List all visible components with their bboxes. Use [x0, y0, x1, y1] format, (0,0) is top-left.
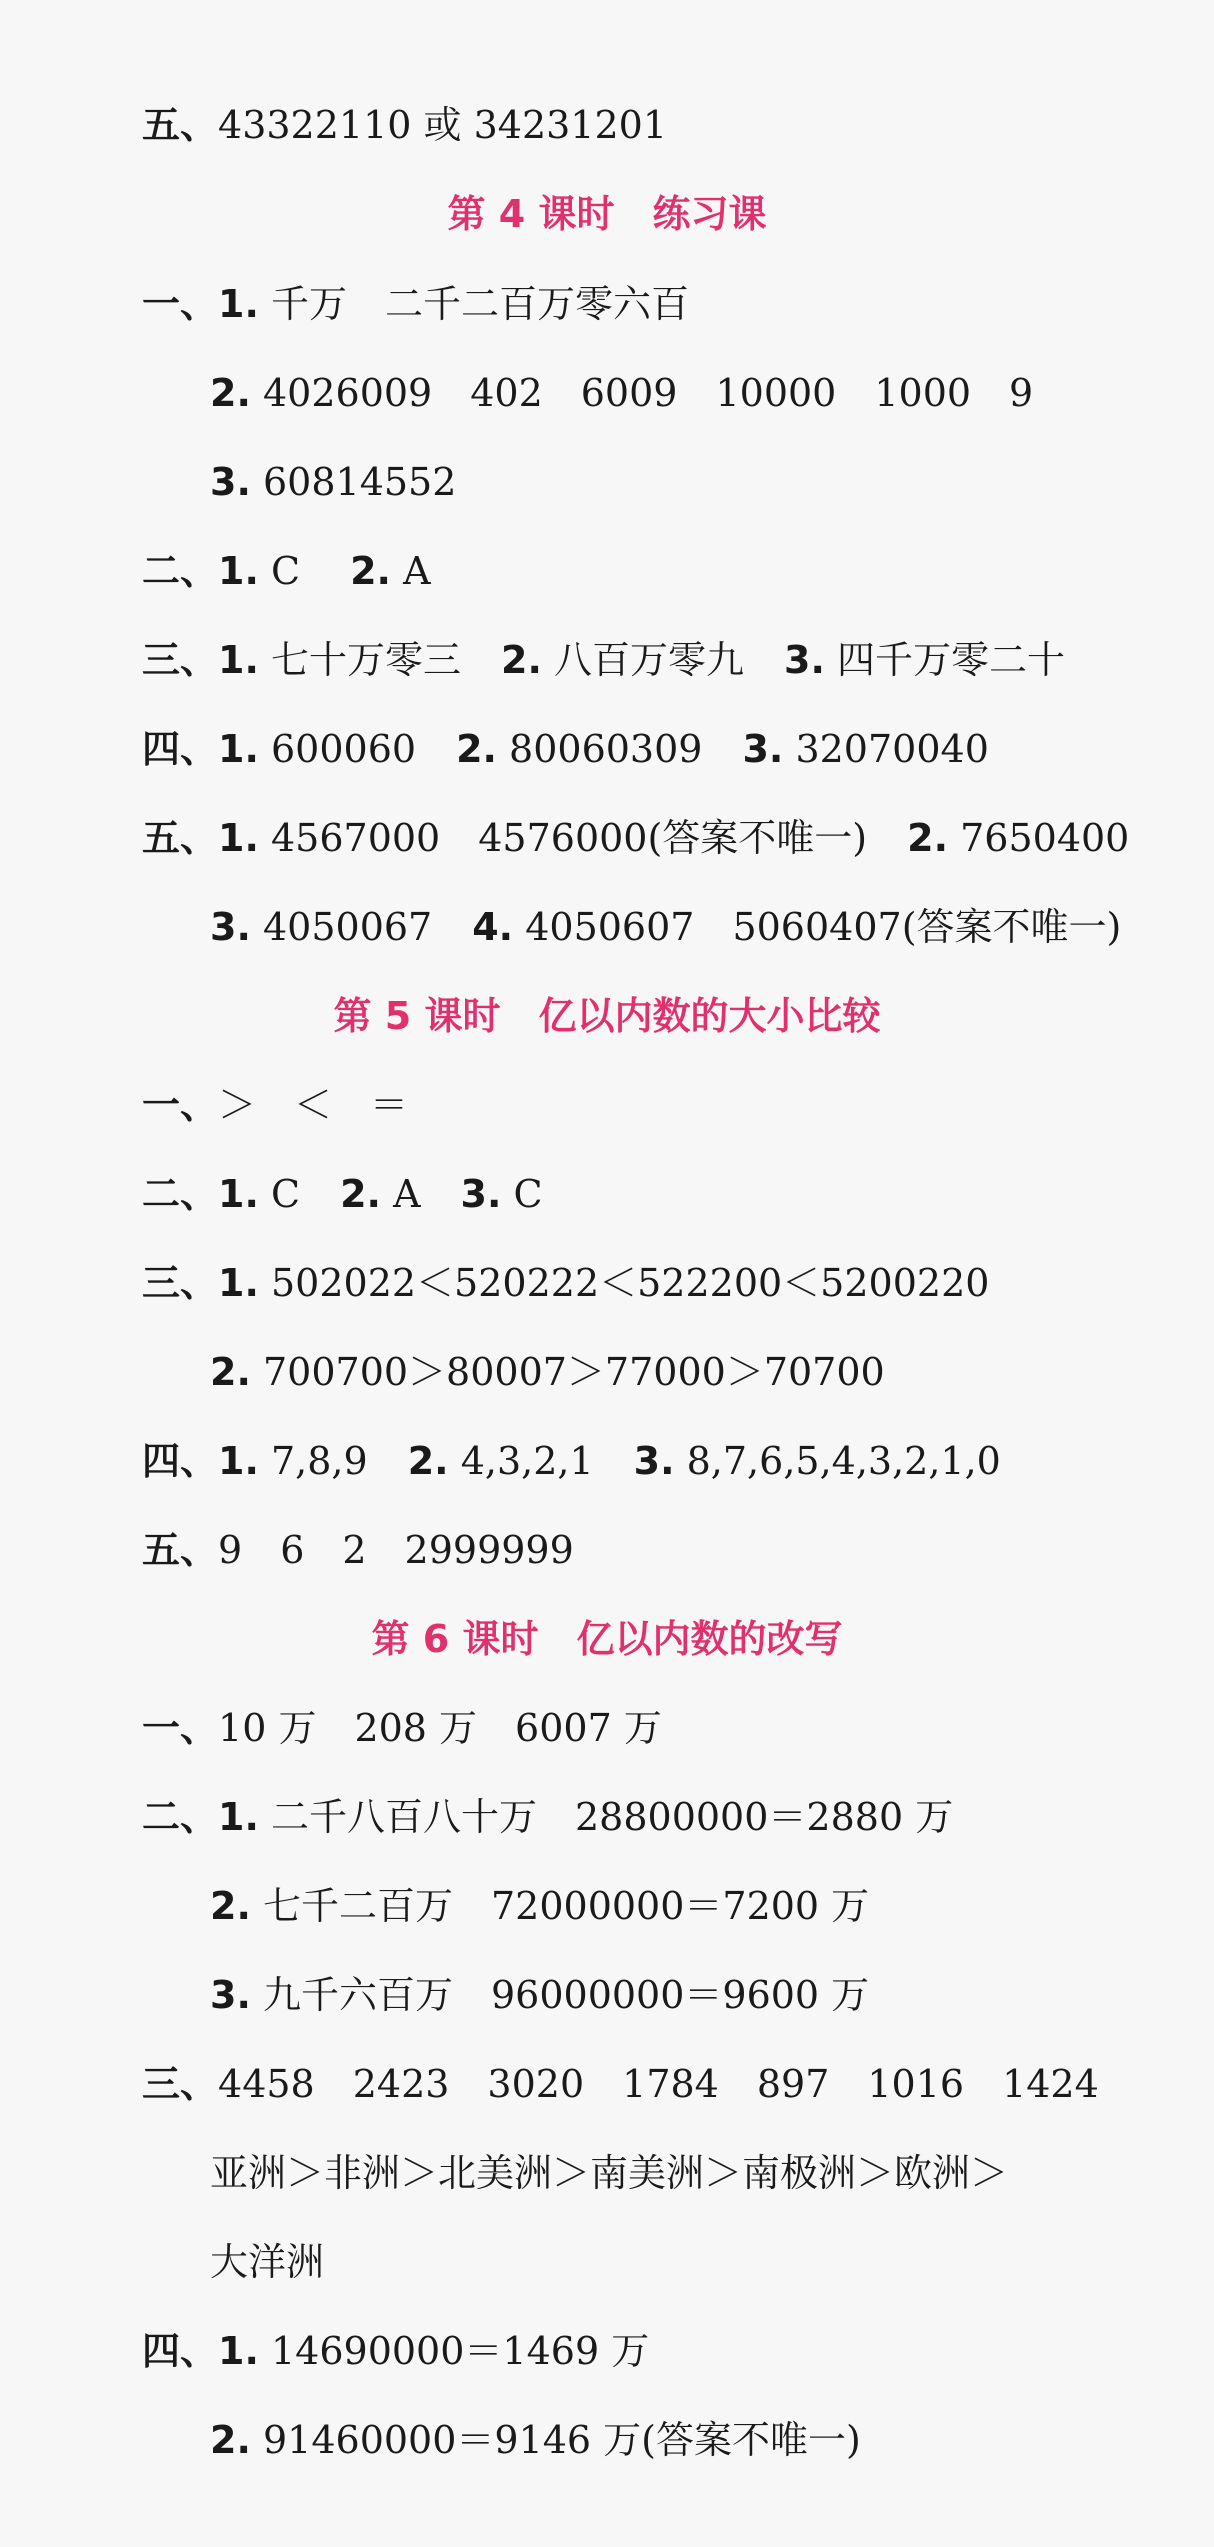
answer-line: 一、1. 千万 二千二百万零六百: [142, 282, 690, 326]
answer-line: 一、＞ ＜ ＝: [142, 1083, 409, 1127]
answer-line: 3. 60814552: [210, 460, 457, 504]
answer-line: 一、10 万 208 万 6007 万: [142, 1706, 662, 1750]
answer-line: 大洋洲: [210, 2240, 325, 2284]
section-title: 第 5 课时 亿以内数的大小比较: [333, 994, 881, 1038]
answer-line: 二、1. 二千八百八十万 28800000＝2880 万: [142, 1795, 954, 1839]
answer-line: 2. 91460000＝9146 万(答案不唯一): [210, 2418, 861, 2462]
answer-line: 3. 九千六百万 96000000＝9600 万: [210, 1973, 870, 2017]
answer-line: 2. 七千二百万 72000000＝7200 万: [210, 1884, 870, 1928]
answer-line: 亚洲＞非洲＞北美洲＞南美洲＞南极洲＞欧洲＞: [210, 2151, 1009, 2195]
answer-line: 五、1. 4567000 4576000(答案不唯一) 2. 7650400: [142, 816, 1130, 860]
answer-line: 四、1. 7,8,9 2. 4,3,2,1 3. 8,7,6,5,4,3,2,1,0: [142, 1439, 1001, 1483]
answer-line: 五、43322110 或 34231201: [142, 103, 668, 147]
section-title: 第 4 课时 练习课: [447, 192, 767, 236]
answer-line: 三、4458 2423 3020 1784 897 1016 1424: [142, 2062, 1099, 2106]
answer-line: 二、1. C 2. A: [142, 549, 431, 593]
answer-line: 二、1. C 2. A 3. C: [142, 1172, 543, 1216]
answer-line: 五、9 6 2 2999999: [142, 1528, 574, 1572]
section-title: 第 6 课时 亿以内数的改写: [371, 1617, 843, 1661]
answer-line: 2. 700700＞80007＞77000＞70700: [210, 1350, 885, 1394]
answer-line: 3. 4050067 4. 4050607 5060407(答案不唯一): [210, 905, 1122, 949]
answer-line: 三、1. 502022＜520222＜522200＜5200220: [142, 1261, 990, 1305]
answer-line: 四、1. 14690000＝1469 万: [142, 2329, 650, 2373]
answer-line: 四、1. 600060 2. 80060309 3. 32070040: [142, 727, 989, 771]
answer-line: 2. 4026009 402 6009 10000 1000 9: [210, 371, 1034, 415]
answer-line: 三、1. 七十万零三 2. 八百万零九 3. 四千万零二十: [142, 638, 1066, 682]
